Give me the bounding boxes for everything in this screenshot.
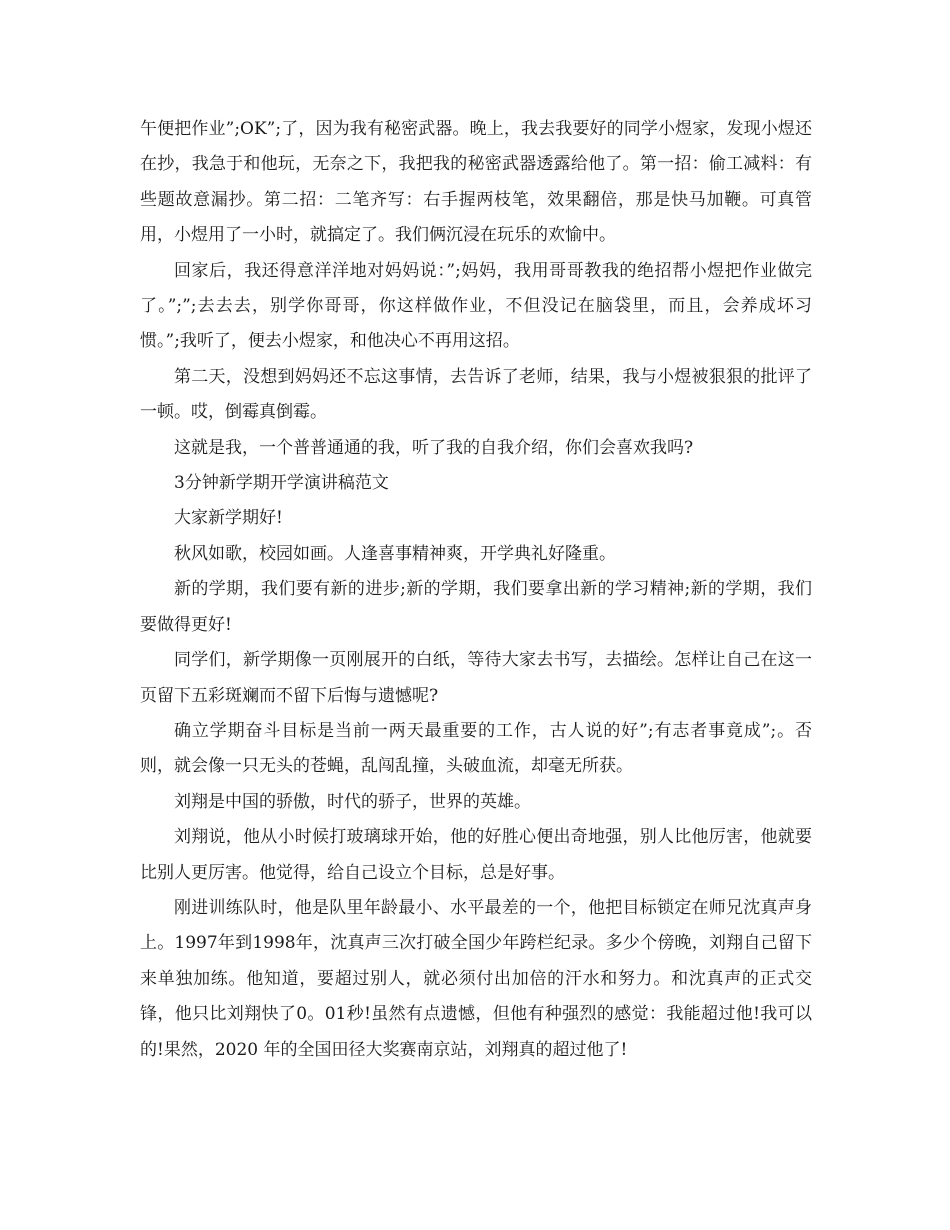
paragraph-7: 秋风如歌，校园如画。人逢喜事精神爽，开学典礼好隆重。 — [174, 543, 616, 564]
paragraph-4: 这就是我，一个普普通通的我，听了我的自我介绍，你们会喜欢我吗? — [174, 437, 694, 458]
paragraph-8: 新的学期，我们要有新的进步;新的学期，我们要拿出新的学习精神;新的学期，我们要做得更好! — [140, 579, 812, 635]
paragraph-10: 确立学期奋斗目标是当前一两天最重要的工作，古人说的好”;有志者事竟成”;。否则，就会像一只无头的苍蝇，乱闯乱撞，头破血流，却毫无所获。 — [140, 720, 812, 777]
paragraph-2: 回家后，我还得意洋洋地对妈妈说：”;妈妈，我用哥哥教我的绝招帮小煜把作业做完了。”;”;去去去，别学你哥哥，你这样做作业，不但没记在脑袋里，而且，会养成坏习惯。”;我听了，便去小煜家，和他决心不再用这招。 — [140, 260, 812, 352]
paragraph-11: 刘翔是中国的骄傲，时代的骄子，世界的英雄。 — [174, 791, 531, 812]
paragraph-9: 同学们，新学期像一页刚展开的白纸，等待大家去书写，去描绘。怎样让自己在这一页留下五彩斑斓而不留下后悔与遗憾呢? — [140, 650, 812, 706]
paragraph-12: 刘翔说，他从小时候打玻璃球开始，他的好胜心便出奇地强，别人比他厉害，他就要比别人更厉害。他觉得，给自己设立个目标，总是好事。 — [140, 827, 812, 883]
paragraph-13: 刚进训练队时，他是队里年龄最小、水平最差的一个，他把目标锁定在师兄沈真声身上。1997年到1998年，沈真声三次打破全国少年跨栏纪录。多少个傍晚，刘翔自己留下来单独加练。他知道，要超过别人，就必须付出加倍的汗水和努力。和沈真声的正式交锋，他只比刘翔快了0。01秒!虽然有点遗憾，但他有种强烈的感觉：我能超过他!我可以的!果然，2020 年的全国田径大奖赛南京站，刘翔真的超过他了! — [140, 897, 812, 1060]
greeting: 大家新学期好! — [174, 508, 283, 529]
document-body — [140, 112, 812, 1068]
paragraph-3: 第二天，没想到妈妈还不忘这事情，去告诉了老师，结果，我与小煜被狠狠的批评了一顿。哎，倒霉真倒霉。 — [140, 366, 812, 423]
paragraph-1: 午便把作业”;OK”;了，因为我有秘密武器。晚上，我去我要好的同学小煜家，发现小煜还在抄，我急于和他玩，无奈之下，我把我的秘密武器透露给他了。第一招：偷工减料：有些题故意漏抄。第二招：二笔齐写：右手握两枝笔，效果翻倍，那是快马加鞭。可真管用，小煜用了一小时，就搞定了。我们俩沉浸在玩乐的欢愉中。 — [140, 119, 812, 246]
section-title: 3分钟新学期开学演讲稿范文 — [174, 473, 389, 494]
